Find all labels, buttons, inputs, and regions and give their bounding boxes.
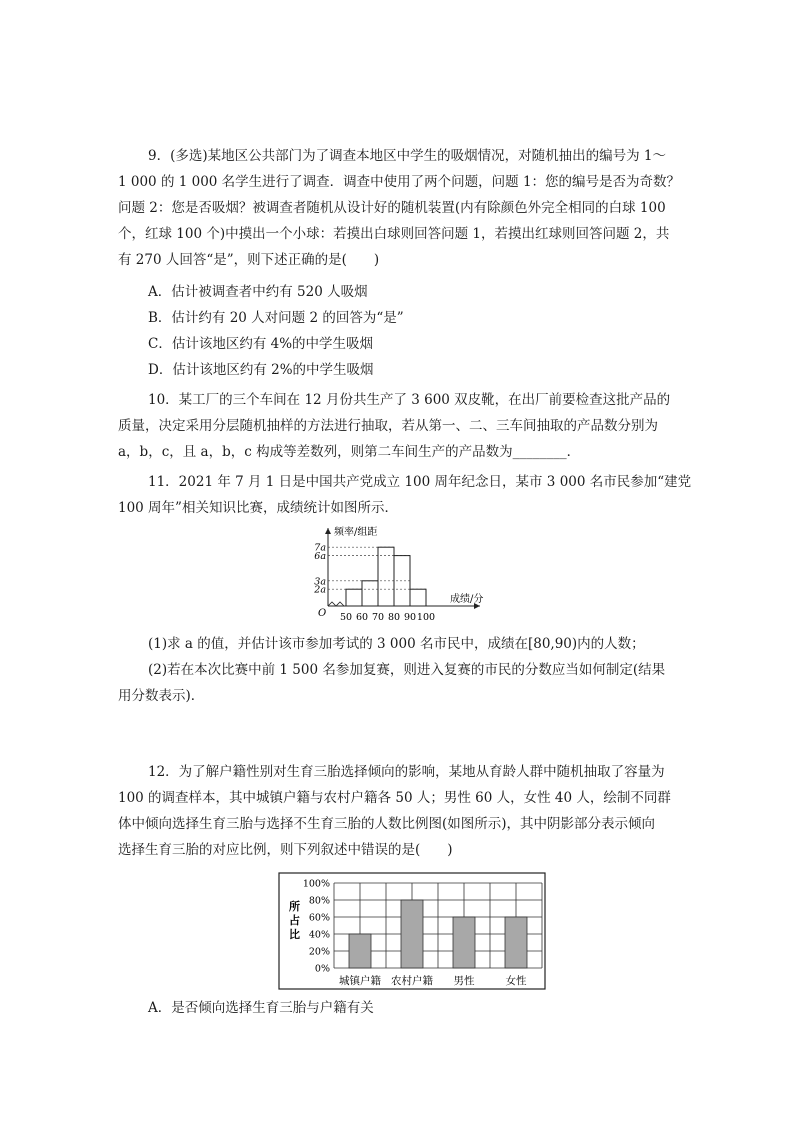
x-tick-label: 100	[416, 612, 436, 623]
histogram-bar	[362, 581, 378, 606]
q11-line-2: 100 周年”相关知识比赛，成绩统计如图所示．	[118, 500, 398, 516]
q11-line-1: 11．2021 年 7 月 1 日是中国共产党成立 100 周年纪念日，某市 3 000 名市民参加“建党	[148, 474, 692, 490]
y-axis-arrow	[325, 528, 331, 534]
y-tick-label: 0%	[314, 963, 330, 975]
category-label: 农村户籍	[391, 975, 433, 987]
category-label: 男性	[453, 975, 475, 987]
q9-line-3: 问题 2：您是否吸烟？被调查者随机从设计好的随机装置(内有除颜色外完全相同的白球 100	[118, 200, 666, 216]
histogram-bar	[378, 547, 394, 606]
y-axis-label: 频率/组距	[334, 527, 378, 538]
q11-part-3: 用分数表示)．	[118, 688, 205, 704]
histogram-bar	[346, 589, 362, 606]
q9-line-2: 1 000 的 1 000 名学生进行了调查．调查中使用了两个问题，问题 1：您的编号是否为奇数？	[118, 174, 681, 190]
histogram-bar	[410, 589, 426, 606]
y-tick-label: 6a	[314, 551, 326, 563]
x-tick-label: 70	[371, 612, 385, 623]
q12-line-4: 选择生育三胎的对应比例，则下列叙述中错误的是( )	[118, 842, 453, 858]
q9-option-b: B．估计约有 20 人对问题 2 的回答为“是”	[148, 310, 404, 326]
q10-line-1: 10．某工厂的三个车间在 12 月份共生产了 3 600 双皮靴，在出厂前要检查这批产品的	[148, 392, 671, 408]
x-tick-label: 90	[403, 612, 417, 623]
histogram-chart	[300, 522, 510, 626]
origin-label: O	[318, 608, 327, 619]
x-axis-label: 成绩/分	[450, 594, 484, 605]
ratio-bar	[401, 900, 423, 968]
axis-break	[328, 602, 344, 606]
q9-line-1: 9．(多选)某地区公共部门为了调查本地区中学生的吸烟情况，对随机抽出的编号为 1～	[148, 148, 667, 164]
ratio-bar	[453, 917, 475, 968]
q12-line-3: 体中倾向选择生育三胎与选择不生育三胎的人数比例图(如图所示)，其中阴影部分表示倾向	[118, 816, 656, 832]
q9-option-d: D．估计该地区约有 2%的中学生吸烟	[148, 362, 374, 378]
q12-line-1: 12．为了解户籍性别对生育三胎选择倾向的影响，某地从育龄人群中随机抽取了容量为	[148, 764, 665, 780]
y-axis-label-char: 比	[289, 928, 300, 941]
y-tick-label: 3a	[314, 576, 326, 588]
y-tick-label: 100%	[302, 878, 330, 890]
y-tick-label: 2a	[314, 584, 326, 596]
y-tick-label: 20%	[308, 946, 330, 958]
x-tick-label: 60	[355, 612, 369, 623]
q9-option-c: C．估计该地区约有 4%的中学生吸烟	[148, 336, 374, 352]
ratio-bar	[349, 934, 371, 968]
q10-line-3: a，b，c，且 a，b，c 构成等差数列，则第二车间生产的产品数为________．	[118, 444, 581, 460]
ratio-bar	[505, 917, 527, 968]
y-tick-label: 80%	[308, 895, 330, 907]
y-tick-label: 7a	[314, 542, 326, 554]
y-tick-label: 40%	[308, 929, 330, 941]
q11-part-1: (1)求 a 的值，并估计该市参加考试的 3 000 名市民中，成绩在[80,90)内的人数；	[148, 636, 645, 652]
q10-line-2: 质量，决定采用分层随机抽样的方法进行抽取，若从第一、二、三车间抽取的产品数分别为	[118, 418, 658, 434]
category-label: 城镇户籍	[339, 975, 381, 987]
q9-line-5: 有 270 人回答“是”，则下述正确的是( )	[118, 252, 380, 268]
y-axis-label-char: 所	[289, 900, 300, 913]
q11-part-2: (2)若在本次比赛中前 1 500 名参加复赛，则进入复赛的市民的分数应当如何制定(结果	[148, 662, 666, 678]
ratio-bar-chart	[278, 872, 546, 990]
q9-option-a: A．估计被调查者中约有 520 人吸烟	[148, 284, 368, 300]
x-tick-label: 80	[387, 612, 401, 623]
y-tick-label: 60%	[308, 912, 330, 924]
x-tick-label: 50	[339, 612, 353, 623]
category-label: 女性	[505, 975, 527, 987]
y-axis-label-char: 占	[289, 914, 300, 927]
q12-line-2: 100 的调查样本，其中城镇户籍与农村户籍各 50 人；男性 60 人，女性 40 人，绘制不同群	[118, 790, 671, 806]
q12-option-a: A．是否倾向选择生育三胎与户籍有关	[148, 1000, 374, 1016]
q9-line-4: 个，红球 100 个)中摸出一个小球：若摸出白球则回答问题 1，若摸出红球则回答问题 2，共	[118, 226, 670, 242]
